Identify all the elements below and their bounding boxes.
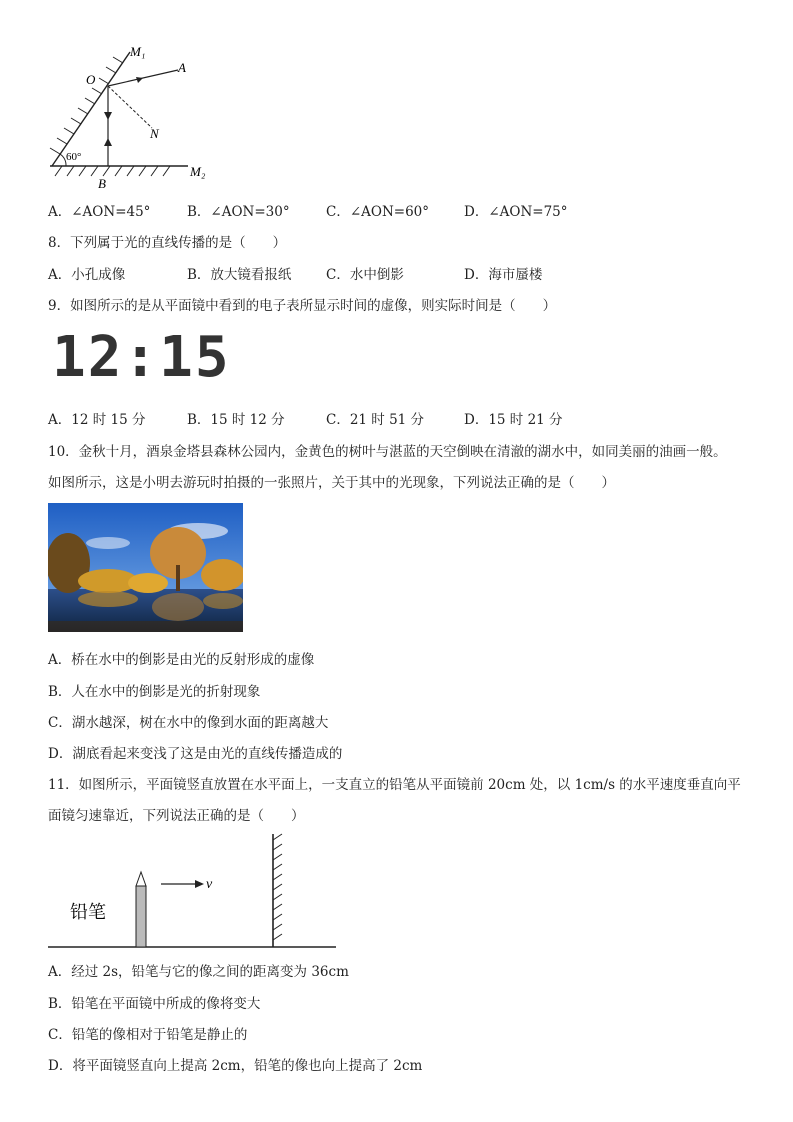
q9-option-c[interactable]: C．21 时 51 分 (326, 412, 425, 428)
pencil-tip (136, 872, 146, 886)
q10-stem-line1: 10．金秋十月，酒泉金塔县森林公园内，金黄色的树叶与湛蓝的天空倒映在清澈的湖水中，如同美丽的油画一般。 (48, 444, 727, 460)
velocity-label: v (206, 877, 213, 892)
label-angle: 60° (66, 151, 82, 163)
label-b: B (98, 176, 106, 191)
q8-option-d[interactable]: D．海市蜃楼 (464, 267, 543, 283)
q9-stem: 9．如图所示的是从平面镜中看到的电子表所显示时间的虚像，则实际时间是（ ） (48, 298, 557, 314)
q9-option-a[interactable]: A．12 时 15 分 (48, 412, 146, 428)
lake-autumn-photo (48, 503, 243, 632)
q8-option-b[interactable]: B．放大镜看报纸 (187, 267, 292, 283)
pencil-mirror-diagram (48, 832, 340, 952)
q9-option-b[interactable]: B．15 时 12 分 (187, 412, 285, 428)
q8-option-c[interactable]: C．水中倒影 (326, 267, 404, 283)
q10-option-b[interactable]: B．人在水中的倒影是光的折射现象 (48, 684, 261, 700)
label-m1: M₁ (130, 44, 146, 59)
q10-stem-line2: 如图所示，这是小明去游玩时拍摄的一张照片，关于其中的光现象，下列说法正确的是（ ） (48, 475, 615, 491)
q10-option-a[interactable]: A．桥在水中的倒影是由光的反射形成的虚像 (48, 652, 315, 668)
q7-option-a[interactable]: A．∠AON=45° (48, 204, 151, 220)
q7-option-b[interactable]: B．∠AON=30° (187, 204, 290, 220)
q7-option-d[interactable]: D．∠AON=75° (464, 204, 568, 220)
q7-option-c[interactable]: C．∠AON=60° (326, 204, 430, 220)
label-a: A (178, 60, 186, 75)
q11-stem-line1: 11．如图所示，平面镜竖直放置在水平面上，一支直立的铅笔从平面镜前 20cm 处，以 1cm/s 的水平速度垂直向平 (48, 777, 741, 793)
q8-option-a[interactable]: A．小孔成像 (48, 267, 126, 283)
mirror-reflection-diagram (40, 40, 220, 195)
label-m2: M₂ (190, 164, 206, 179)
q8-stem: 8．下列属于光的直线传播的是（ ） (48, 235, 287, 251)
q9-option-d[interactable]: D．15 时 21 分 (464, 412, 563, 428)
pencil-body (136, 886, 146, 947)
q11-option-d[interactable]: D．将平面镜竖直向上提高 2cm，铅笔的像也向上提高了 2cm (48, 1058, 423, 1074)
label-o: O (86, 72, 96, 87)
q11-option-a[interactable]: A．经过 2s，铅笔与它的像之间的距离变为 36cm (48, 964, 349, 980)
digital-clock-mirror-image: 12:15 (52, 325, 231, 390)
q11-option-b[interactable]: B．铅笔在平面镜中所成的像将变大 (48, 996, 261, 1012)
mirror-m1 (52, 52, 130, 166)
q10-option-d[interactable]: D．湖底看起来变浅了这是由光的直线传播造成的 (48, 746, 343, 762)
pencil-label: 铅笔 (70, 902, 106, 923)
label-n: N (150, 126, 159, 141)
q11-option-c[interactable]: C．铅笔的像相对于铅笔是静止的 (48, 1027, 248, 1043)
q10-option-c[interactable]: C．湖水越深，树在水中的像到水面的距离越大 (48, 715, 329, 731)
q11-stem-line2: 面镜匀速靠近，下列说法正确的是（ ） (48, 808, 305, 824)
normal-line (108, 86, 152, 128)
